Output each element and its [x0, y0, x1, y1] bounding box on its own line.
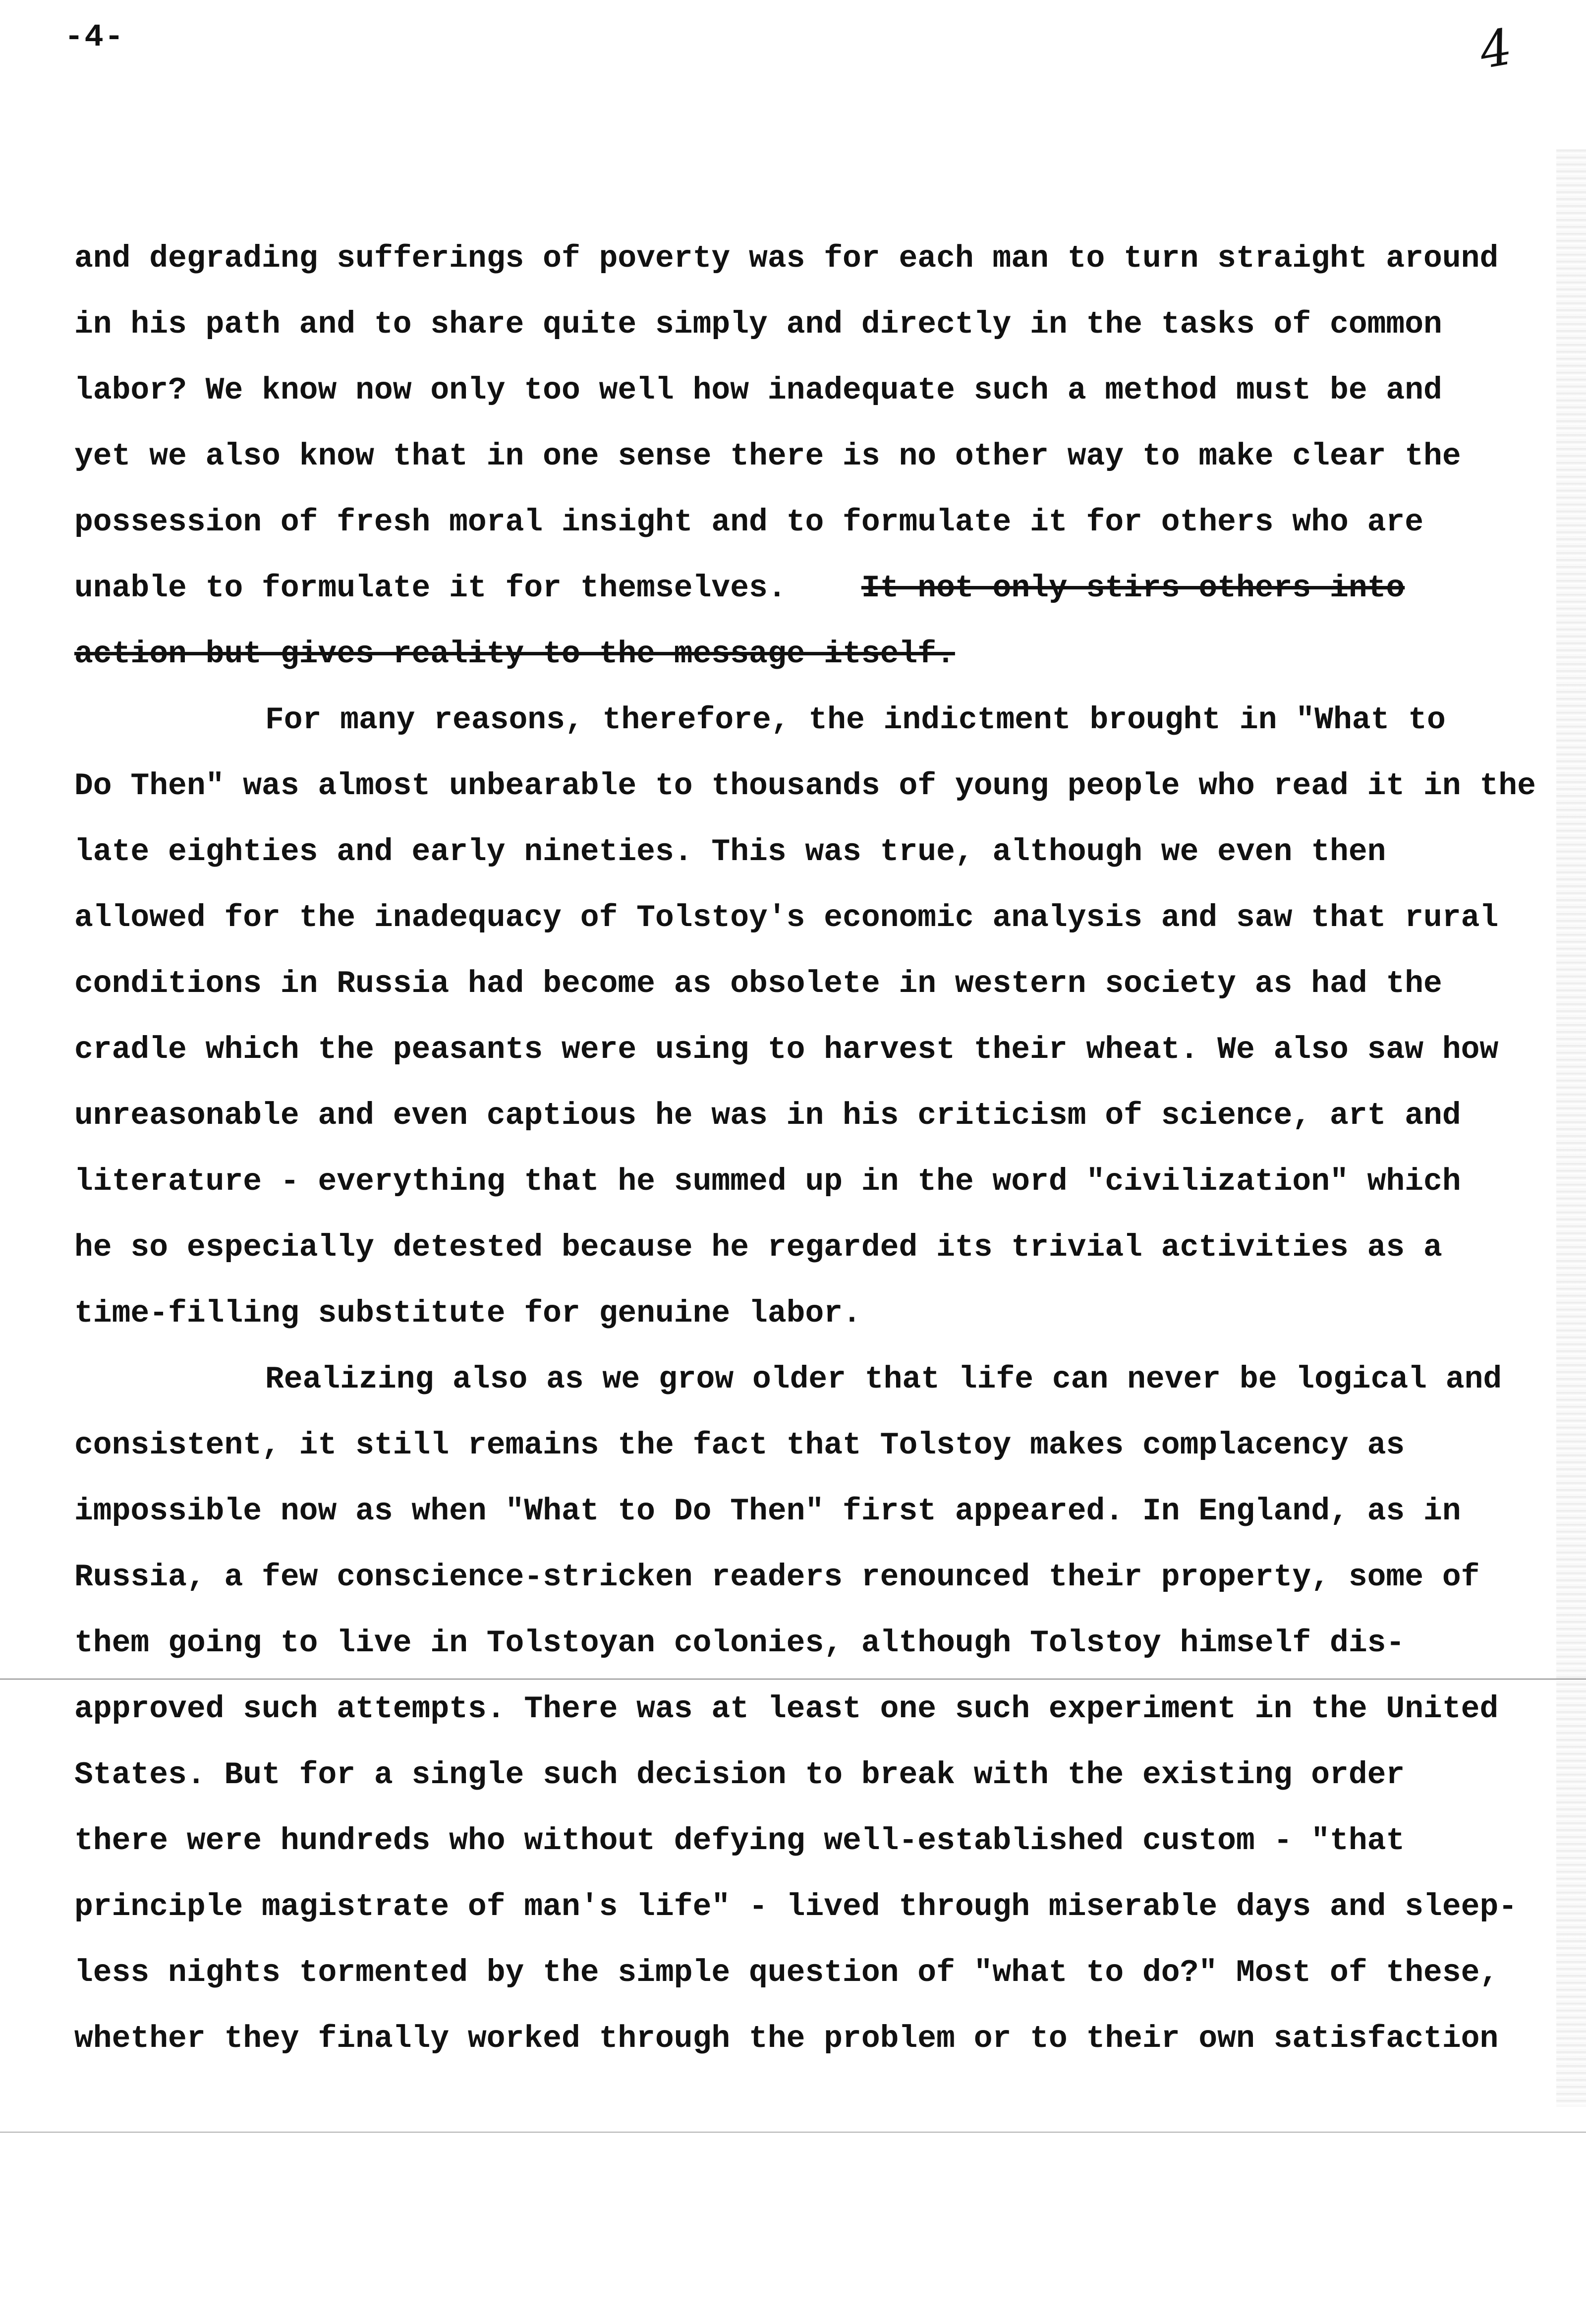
text-line: less nights tormented by the simple question of "what to do?" Most of these, [74, 1955, 1499, 1990]
text-segment: unable to formulate it for themselves. [74, 571, 787, 606]
text-line: Russia, a few conscience-stricken readers renounced their property, some of [74, 1560, 1480, 1595]
typescript-body [74, 226, 1541, 2072]
text-line: States. But for a single such decision to break with the existing order [74, 1757, 1405, 1793]
text-line: yet we also know that in one sense there is no other way to make clear the [74, 439, 1461, 474]
paragraph-start-line: For many reasons, therefore, the indictment brought in "What to [265, 702, 1446, 738]
text-line: there were hundreds who without defying well-established custom - "that [74, 1823, 1405, 1859]
text-line: cradle which the peasants were using to harvest their wheat. We also saw how [74, 1032, 1499, 1067]
text-line: in his path and to share quite simply and directly in the tasks of common [74, 307, 1442, 342]
text-line: unreasonable and even captious he was in his criticism of science, art and [74, 1098, 1461, 1133]
struck-through-text: It not only stirs others into [861, 571, 1405, 606]
scan-edge-noise [1556, 149, 1586, 2107]
scan-bottom-line [0, 2132, 1586, 2133]
text-line: late eighties and early nineties. This was true, although we even then [74, 834, 1386, 870]
text-line: Do Then" was almost unbearable to thousands of young people who read it in the [74, 768, 1536, 804]
text-line [74, 555, 1541, 621]
text-line: impossible now as when "What to Do Then" first appeared. In England, as in [74, 1494, 1461, 1529]
text-line: consistent, it still remains the fact that Tolstoy makes complacency as [74, 1428, 1405, 1463]
page-number: -4- [64, 20, 125, 56]
text-line: and degrading sufferings of poverty was for each man to turn straight around [74, 241, 1499, 276]
paragraph-start-line: Realizing also as we grow older that life can never be logical and [265, 1362, 1502, 1397]
text-line: labor? We know now only too well how inadequate such a method must be and [74, 373, 1442, 408]
text-line: conditions in Russia had become as obsolete in western society as had the [74, 966, 1442, 1001]
text-line: possession of fresh moral insight and to formulate it for others who are [74, 505, 1424, 540]
text-line: time-filling substitute for genuine labor. [74, 1296, 861, 1331]
text-line: them going to live in Tolstoyan colonies, although Tolstoy himself dis- [74, 1626, 1405, 1661]
text-line: principle magistrate of man's life" - lived through miserable days and sleep- [74, 1889, 1518, 1924]
text-line: literature - everything that he summed up in the word "civilization" which [74, 1164, 1461, 1199]
handwritten-folio-number: 4 [1475, 17, 1517, 80]
text-line: he so especially detested because he regarded its trivial activities as a [74, 1230, 1442, 1265]
struck-through-line: action but gives reality to the message itself. [74, 637, 955, 672]
text-line: approved such attempts. There was at least one such experiment in the United [74, 1691, 1499, 1727]
text-line: allowed for the inadequacy of Tolstoy's economic analysis and saw that rural [74, 900, 1499, 935]
text-line: whether they finally worked through the problem or to their own satisfaction [74, 2021, 1499, 2056]
